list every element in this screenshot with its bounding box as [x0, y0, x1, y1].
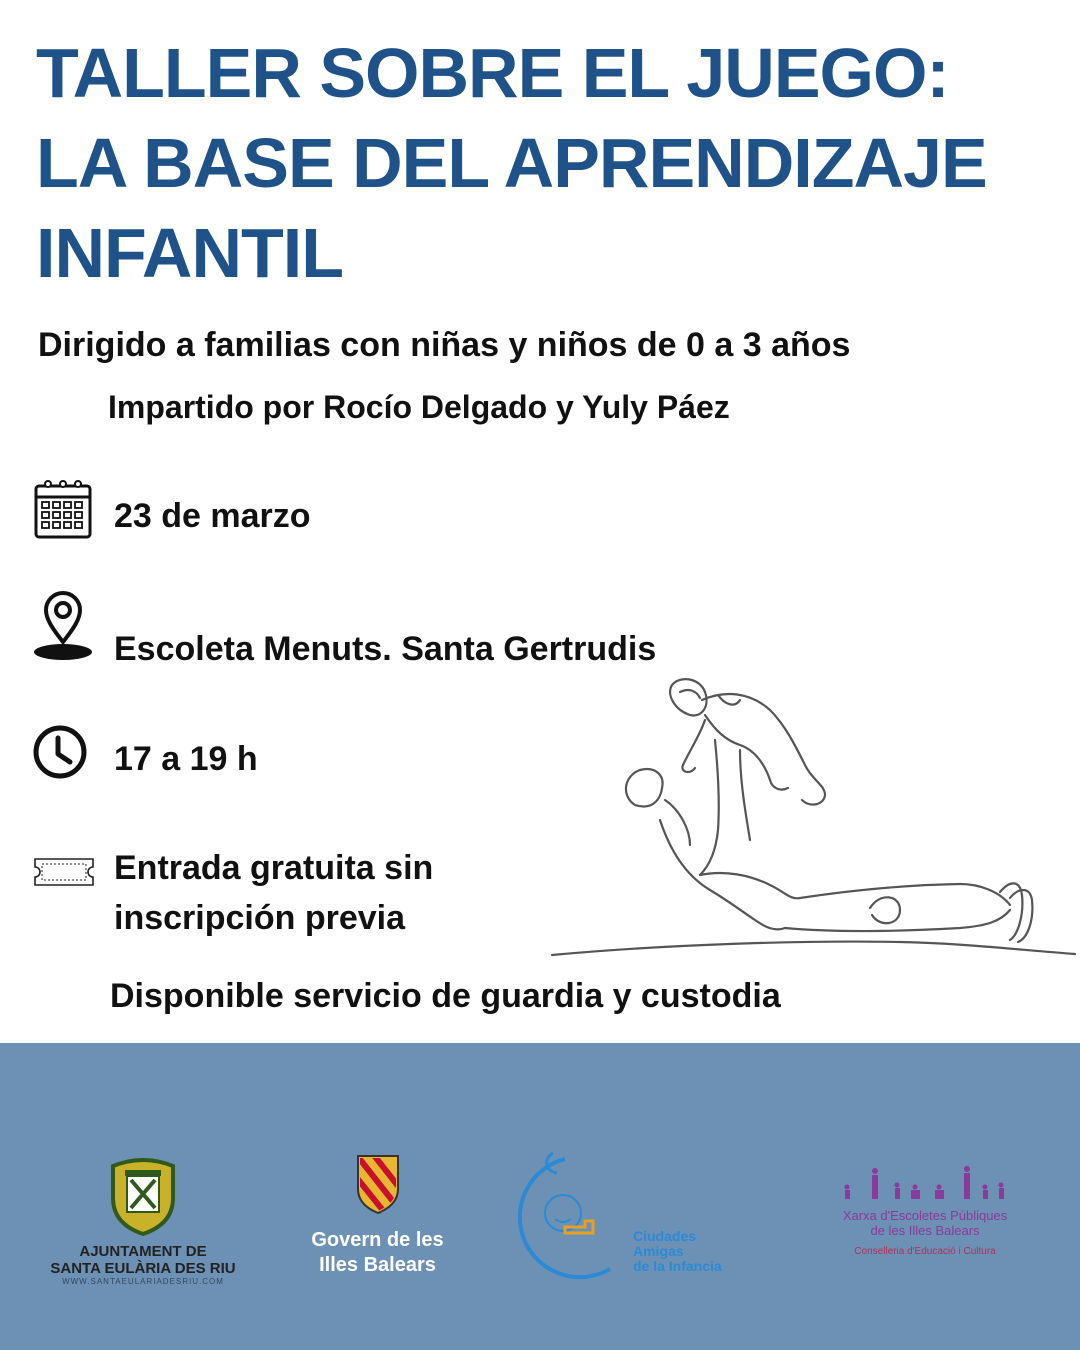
logo4-line-1: Xarxa d'Escoletes Públiques — [842, 1208, 1008, 1223]
logo2-line-1: Govern de les — [311, 1229, 444, 1251]
logo3-line-3: de la Infancia — [633, 1258, 722, 1274]
event-location: Escoleta Menuts. Santa Gertrudis — [114, 630, 657, 668]
xarxa-name — [820, 1208, 1030, 1238]
balearic-shield-icon — [355, 1153, 401, 1215]
coat-of-arms-icon — [103, 1156, 183, 1236]
sponsors-footer — [0, 1043, 1080, 1350]
logo4-line-2: de les Illes Balears — [870, 1223, 980, 1238]
logo1-line-2: SANTA EULÀRIA DES RIU — [50, 1260, 236, 1277]
ciudades-amigas-logo — [505, 1151, 745, 1291]
conselleria-name: Conselleria d'Educació i Cultura — [854, 1246, 996, 1257]
children-figures-icon — [835, 1159, 1015, 1203]
title-line-3: INFANTIL — [36, 214, 343, 292]
ciudades-amigas-name — [633, 1229, 722, 1274]
event-date: 23 de marzo — [114, 497, 311, 535]
entry-info — [114, 843, 433, 943]
ciudades-amigas-emblem-icon — [505, 1151, 615, 1281]
instructors-byline: Impartido por Rocío Delgado y Yuly Páez — [108, 389, 730, 425]
event-time: 17 a 19 h — [114, 740, 258, 778]
santa-eularia-url: WWW.SANTAEULARIADESRIU.COM — [62, 1277, 224, 1286]
logo1-line-1: AJUNTAMENT DE — [79, 1243, 207, 1260]
logo3-line-1: Ciudades — [633, 1228, 697, 1244]
childcare-service: Disponible servicio de guardia y custodia — [110, 977, 781, 1015]
audience-subtitle: Dirigido a familias con niñas y niños de 0 a 3 años — [38, 326, 851, 364]
logo2-line-2: Illes Balears — [319, 1254, 436, 1276]
entry-line-2: inscripción previa — [114, 899, 405, 937]
parent-lifting-baby-illustration — [540, 670, 1080, 970]
govern-illes-balears-logo — [300, 1153, 455, 1278]
title-line-2: LA BASE DEL APRENDIZAJE — [36, 124, 987, 202]
xarxa-escoletes-logo — [820, 1159, 1030, 1257]
logo3-line-2: Amigas — [633, 1243, 684, 1259]
clock-icon — [32, 724, 88, 780]
page-title — [36, 28, 1046, 298]
location-pin-icon — [32, 590, 94, 662]
title-line-1: TALLER SOBRE EL JUEGO: — [36, 34, 949, 112]
govern-name — [300, 1228, 455, 1278]
santa-eularia-logo — [28, 1156, 258, 1286]
entry-line-1: Entrada gratuita sin — [114, 849, 434, 887]
calendar-icon — [34, 478, 92, 540]
ticket-icon — [32, 855, 96, 889]
santa-eularia-name — [28, 1243, 258, 1277]
